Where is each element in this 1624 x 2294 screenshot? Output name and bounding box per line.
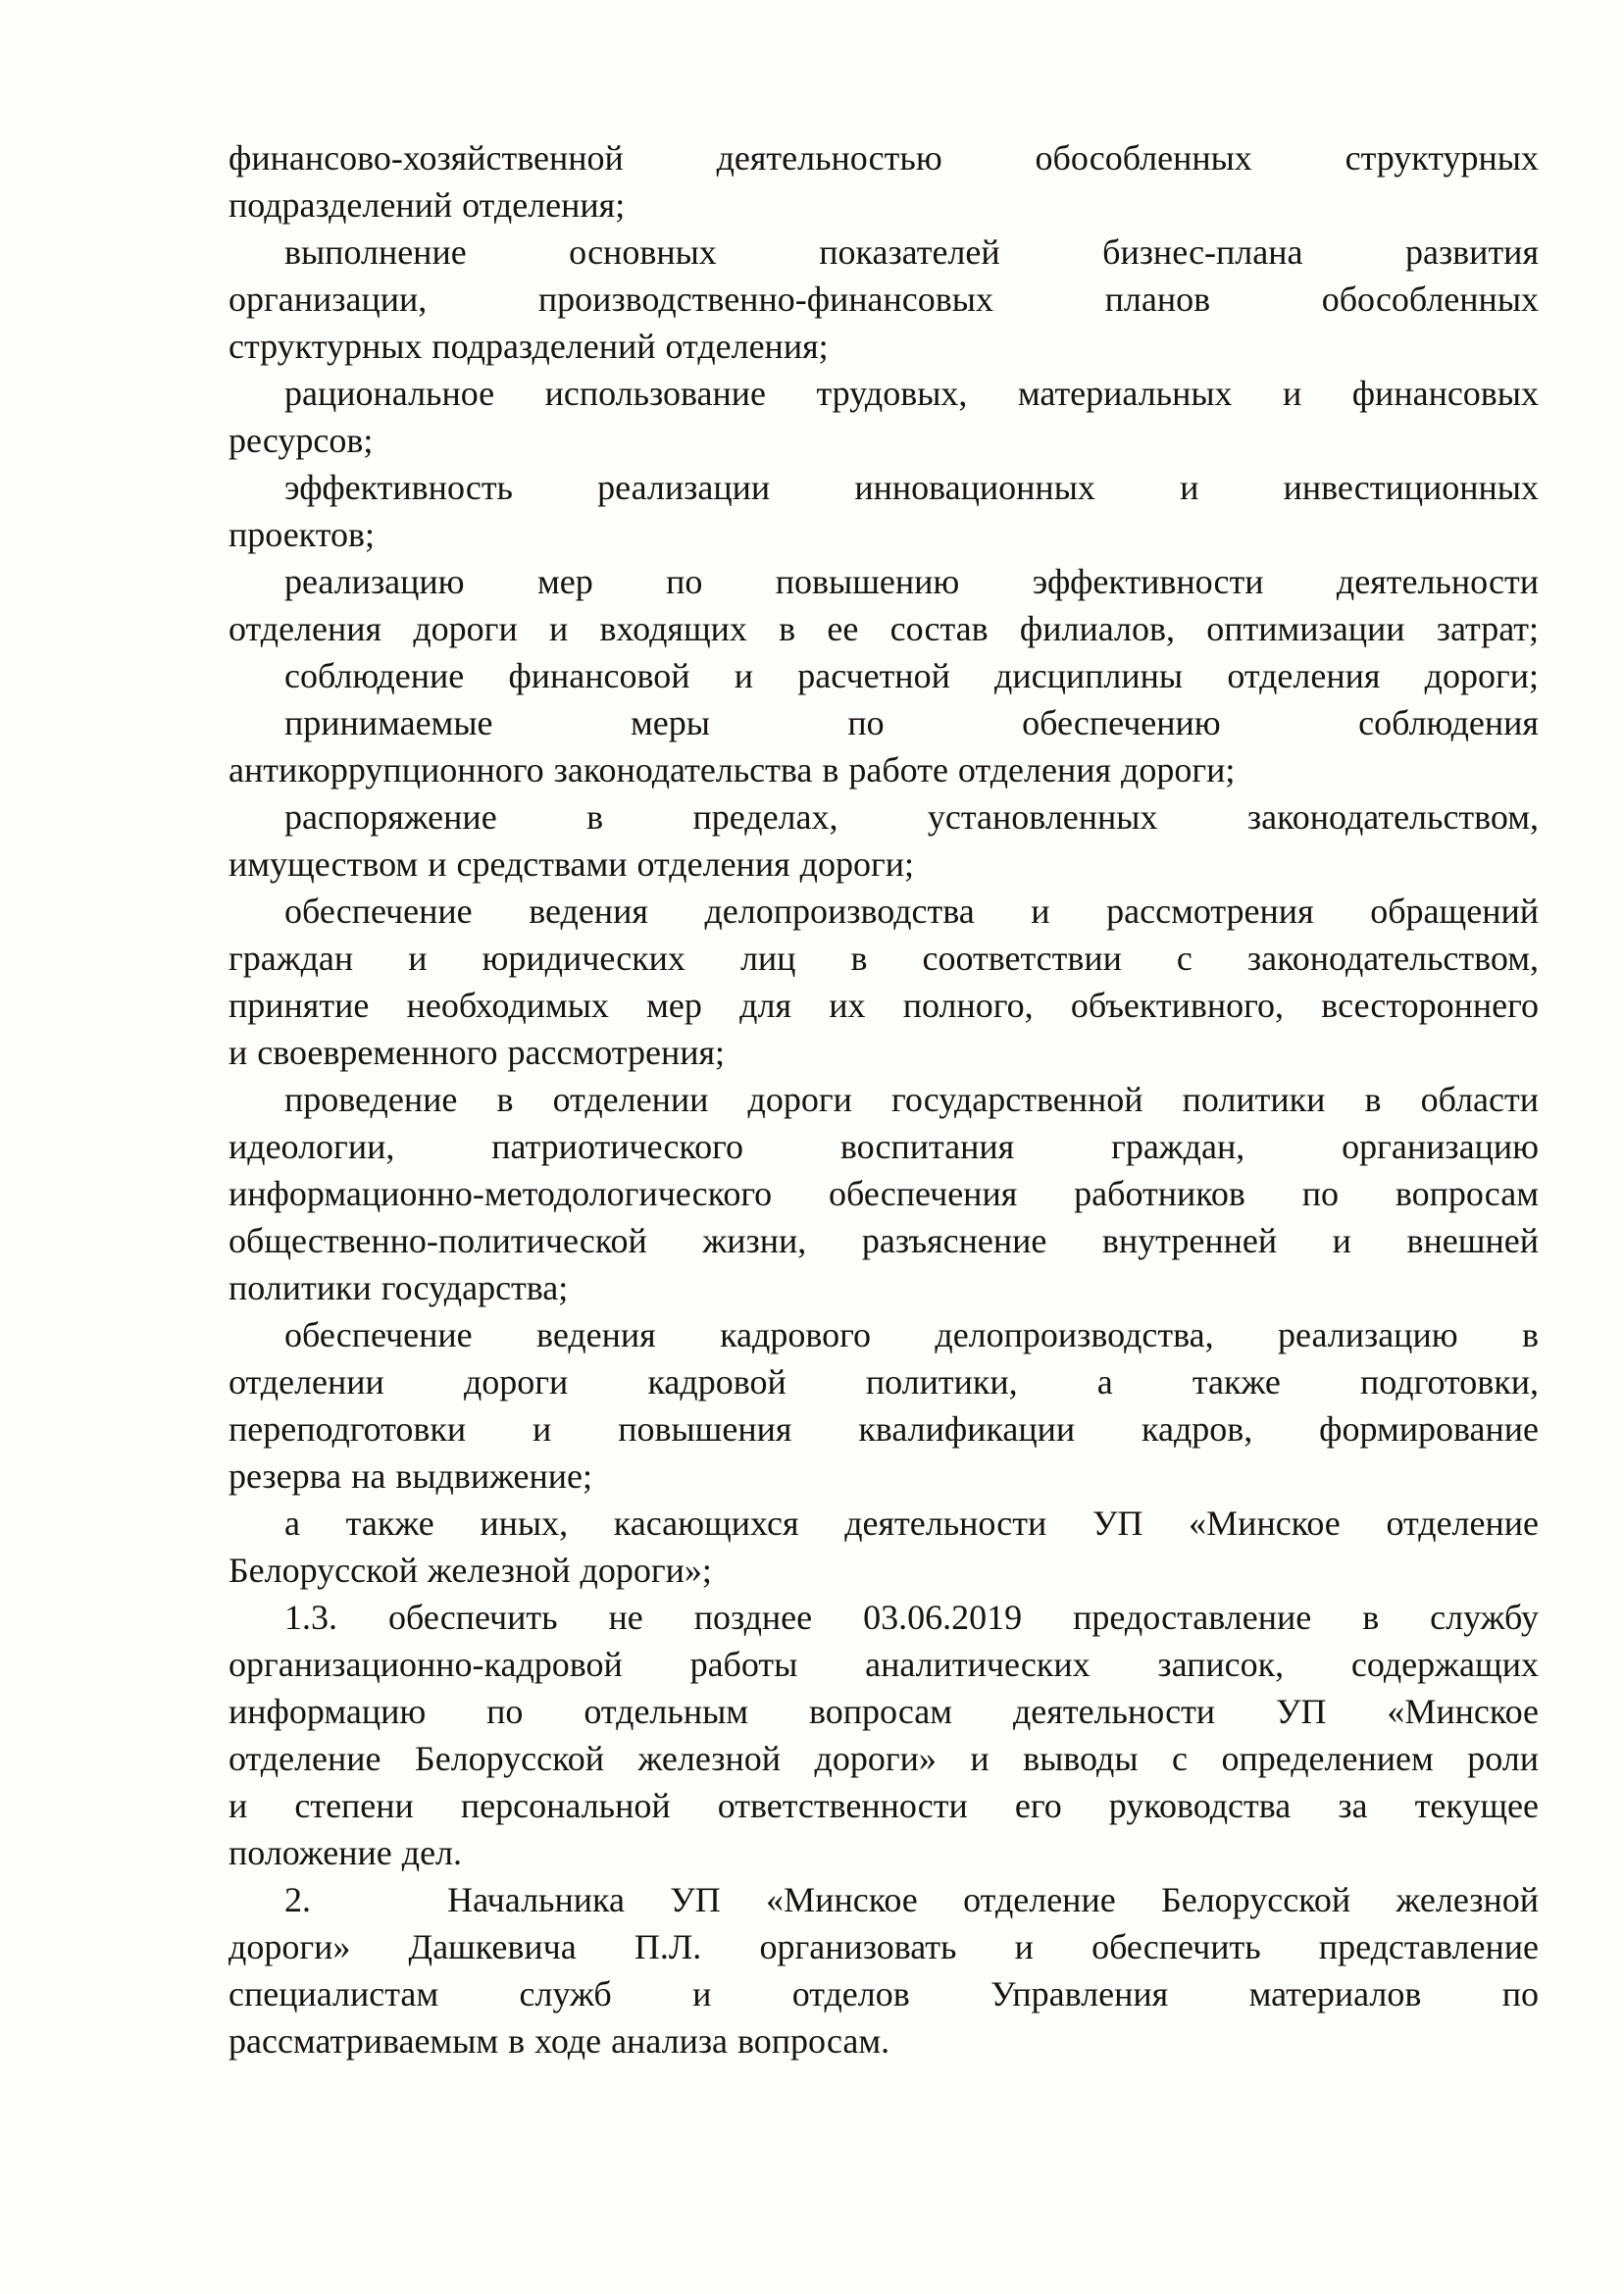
text-line: Белорусской железной дороги»;	[228, 1551, 712, 1590]
text-line: организации, производственно-финансовых планов обособленных	[228, 280, 1539, 319]
text-line: рациональное использование трудовых, материальных и финансовых	[284, 374, 1539, 413]
text-line: проектов;	[228, 515, 375, 554]
text-line: информацию по отдельным вопросам деятельности УП «Минское	[228, 1692, 1539, 1731]
text-line: дороги» Дашкевича П.Л. организовать и обеспечить представление	[228, 1927, 1539, 1966]
text-line: соблюдение финансовой и расчетной дисциплины отделения дороги;	[284, 656, 1539, 695]
text-line: обеспечение ведения делопроизводства и рассмотрения обращений	[284, 892, 1539, 931]
text-line: проведение в отделении дороги государственной политики в области	[284, 1080, 1539, 1119]
text-line: финансово-хозяйственной деятельностью обособленных структурных	[228, 138, 1539, 178]
text-line: реализацию мер по повышению эффективности деятельности	[284, 562, 1539, 601]
text-line: а также иных, касающихся деятельности УП «Минское отделение	[284, 1504, 1539, 1543]
text-line: переподготовки и повышения квалификации кадров, формирование	[228, 1409, 1539, 1449]
text-line: подразделений отделения;	[228, 185, 626, 225]
text-line: специалистам служб и отделов Управления материалов по	[228, 1974, 1539, 2014]
text-line: принятие необходимых мер для их полного, объективного, всестороннего	[228, 986, 1539, 1025]
text-line: граждан и юридических лиц в соответствии с законодательством,	[228, 939, 1539, 978]
text-line: рассматриваемым в ходе анализа вопросам.	[228, 2021, 890, 2061]
text-line: обеспечение ведения кадрового делопроизводства, реализацию в	[284, 1315, 1539, 1354]
text-line: эффективность реализации инновационных и инвестиционных	[284, 468, 1539, 507]
text-line: структурных подразделений отделения;	[228, 327, 829, 366]
text-line: информационно-методологического обеспечения работников по вопросам	[228, 1174, 1539, 1213]
text-line: политики государства;	[228, 1268, 569, 1307]
text-line: и степени персональной ответственности его руководства за текущее	[228, 1786, 1539, 1825]
text-line: имуществом и средствами отделения дороги;	[228, 844, 914, 884]
text-line: организационно-кадровой работы аналитических записок, содержащих	[228, 1645, 1539, 1684]
text-line: общественно-политической жизни, разъяснение внутренней и внешней	[228, 1221, 1539, 1260]
text-line: отделение Белорусской железной дороги» и выводы с определением роли	[228, 1739, 1539, 1778]
text-line: отделении дороги кадровой политики, а также подготовки,	[228, 1362, 1539, 1402]
text-line: идеологии, патриотического воспитания граждан, организацию	[228, 1127, 1539, 1166]
text-line: 2. Начальника УП «Минское отделение Белорусской железной	[284, 1880, 1539, 1919]
text-line: положение дел.	[228, 1833, 463, 1872]
text-line: выполнение основных показателей бизнес-плана развития	[284, 232, 1539, 272]
text-line: распоряжение в пределах, установленных законодательством,	[284, 797, 1539, 837]
text-line: и своевременного рассмотрения;	[228, 1033, 726, 1072]
text-line: резерва на выдвижение;	[228, 1456, 593, 1496]
text-block	[228, 134, 1539, 2065]
text-line: принимаемые меры по обеспечению соблюдения	[284, 703, 1539, 742]
text-line: антикоррупционного законодательства в работе отделения дороги;	[228, 750, 1236, 790]
text-line: ресурсов;	[228, 421, 374, 460]
text-line: отделения дороги и входящих в ее состав филиалов, оптимизации затрат;	[228, 609, 1539, 648]
text-line: 1.3. обеспечить не позднее 03.06.2019 предоставление в службу	[284, 1598, 1539, 1637]
